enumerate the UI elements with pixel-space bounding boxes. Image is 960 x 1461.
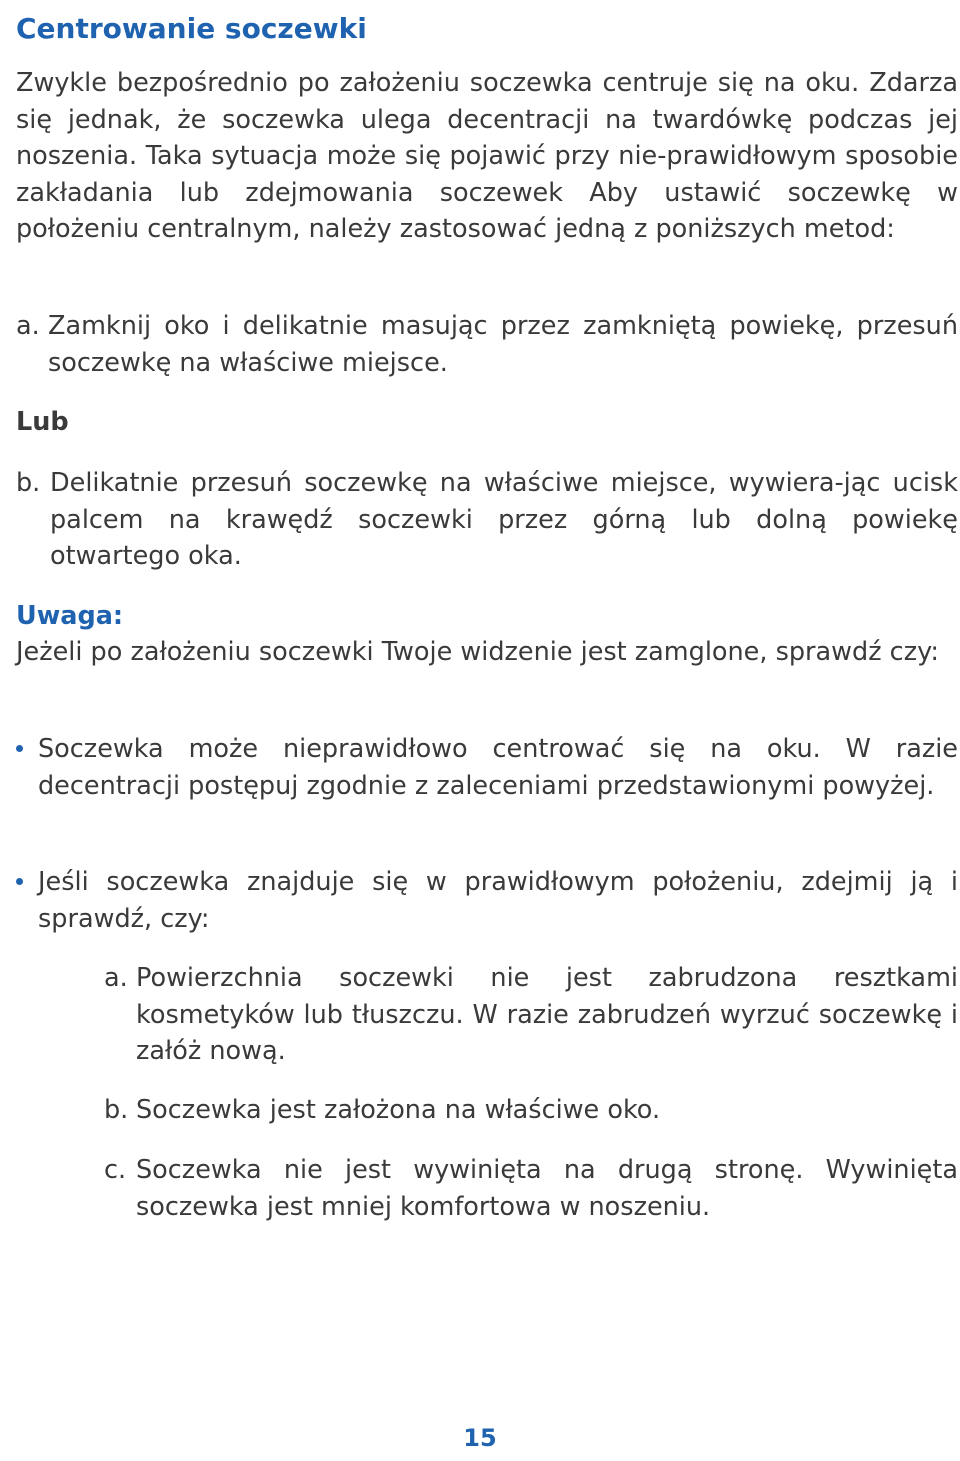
check-c-marker: c.	[104, 1155, 127, 1185]
method-a-marker: a.	[16, 311, 40, 341]
bullet-text: Soczewka może nieprawidłowo centrować się na oku. W razie decentracji postępuj zgodnie z zaleceniami przedstawionymi powyżej.	[38, 734, 958, 801]
check-b-text: Soczewka jest założona na właściwe oko.	[136, 1095, 661, 1125]
or-label: Lub	[16, 407, 69, 437]
bullet-item	[16, 731, 958, 804]
section-title: Centrowanie soczewki	[16, 12, 367, 45]
method-b-marker: b.	[16, 468, 41, 498]
method-b-text: Delikatnie przesuń soczewkę na właściwe miejsce, wywiera-jąc ucisk palcem na krawędź soczewki przez górną lub dolną powiekę otwartego oka.	[50, 468, 958, 572]
check-item-b	[104, 1092, 958, 1129]
bullet-item	[16, 864, 958, 937]
page-number: 15	[463, 1424, 497, 1452]
bullet-dot-icon	[16, 745, 23, 752]
method-b-item	[16, 465, 958, 575]
intro-paragraph: Zwykle bezpośrednio po założeniu soczewka centruje się na oku. Zdarza się jednak, że soczewka ulega decentracji na twardówkę podczas jej noszenia. Taka sytuacja może się pojawić przy nie-prawidłowym sposobie zakładania lub zdejmowania soczewek Aby ustawić soczewkę w położeniu centralnym, należy zastosować jedną z poniższych metod:	[16, 68, 958, 245]
method-a-item	[16, 308, 958, 381]
check-item-c	[104, 1152, 958, 1225]
bullet-text: Jeśli soczewka znajduje się w prawidłowym położeniu, zdejmij ją i sprawdź, czy:	[38, 867, 958, 934]
bullet-dot-icon	[16, 878, 23, 885]
check-b-marker: b.	[104, 1095, 129, 1125]
note-label: Uwaga:	[16, 601, 124, 631]
check-item-a	[104, 960, 958, 1070]
method-a-text: Zamknij oko i delikatnie masując przez zamkniętą powiekę, przesuń soczewkę na właściwe miejsce.	[48, 311, 958, 378]
check-a-text: Powierzchnia soczewki nie jest zabrudzona resztkami kosmetyków lub tłuszczu. W razie zabrudzeń wyrzuć soczewkę i załóż nową.	[136, 963, 958, 1067]
check-a-marker: a.	[104, 963, 128, 993]
check-c-text: Soczewka nie jest wywinięta na drugą stronę. Wywinięta soczewka jest mniej komfortowa w noszeniu.	[136, 1155, 958, 1222]
note-text: Jeżeli po założeniu soczewki Twoje widzenie jest zamglone, sprawdź czy:	[16, 637, 939, 667]
